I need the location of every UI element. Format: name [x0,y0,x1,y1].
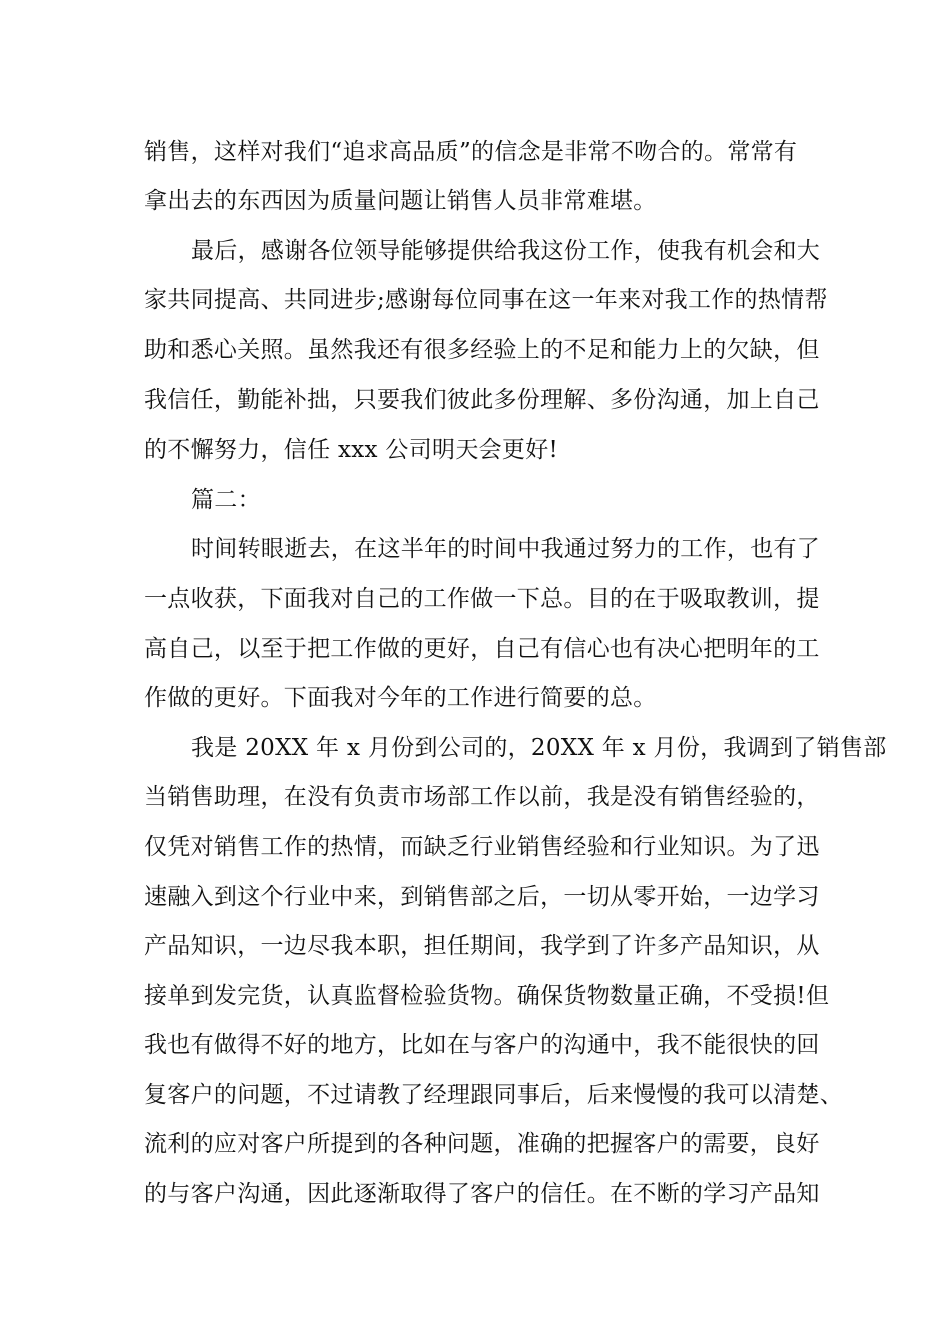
text-line: 当销售助理，在没有负责市场部工作以前，我是没有销售经验的， [144,784,820,810]
text-line: 复客户的问题，不过请教了经理跟同事后，后来慢慢的我可以清楚、 [144,1082,843,1108]
text-line: 的与客户沟通，因此逐渐取得了客户的信任。在不断的学习产品知 [144,1181,820,1207]
text-line: 仅凭对销售工作的热情，而缺乏行业销售经验和行业知识。为了迅 [144,834,820,860]
paragraph-start-line: 时间转眼逝去，在这半年的时间中我通过努力的工作，也有了 [191,536,821,562]
text-line: 我也有做得不好的地方，比如在与客户的沟通中，我不能很快的回 [144,1032,820,1058]
text-line: 我信任，勤能补拙，只要我们彼此多份理解、多份沟通，加上自己 [144,387,820,413]
text-line: 高自己，以至于把工作做的更好，自己有信心也有决心把明年的工 [144,636,820,662]
paragraph-start-line: 最后，感谢各位领导能够提供给我这份工作，使我有机会和大 [191,238,821,264]
text-line: 助和悉心关照。虽然我还有很多经验上的不足和能力上的欠缺，但 [144,337,820,363]
text-line: 流利的应对客户所提到的各种问题，准确的把握客户的需要，良好 [144,1131,820,1157]
text-line: 产品知识，一边尽我本职，担任期间，我学到了许多产品知识，从 [144,933,820,959]
text-line: 的不懈努力，信任 xxx 公司明天会更好! [144,437,559,463]
paragraph-start-line: 我是 20XX 年 x 月份到公司的，20XX 年 x 月份，我调到了销售部 [191,735,887,761]
text-line: 家共同提高、共同进步;感谢每位同事在这一年来对我工作的热情帮 [144,287,828,313]
text-line: 拿出去的东西因为质量问题让销售人员非常难堪。 [144,188,657,214]
text-line: 速融入到这个行业中来，到销售部之后，一切从零开始，一边学习 [144,884,820,910]
text-line: 一点收获，下面我对自己的工作做一下总。目的在于吸取教训，提 [144,586,820,612]
section-heading: 篇二： [191,487,261,513]
text-line: 作做的更好。下面我对今年的工作进行简要的总。 [144,685,657,711]
text-line: 接单到发完货，认真监督检验货物。确保货物数量正确，不受损!但 [144,983,830,1009]
text-line: 销售，这样对我们“追求高品质”的信念是非常不吻合的。常常有 [144,139,798,165]
